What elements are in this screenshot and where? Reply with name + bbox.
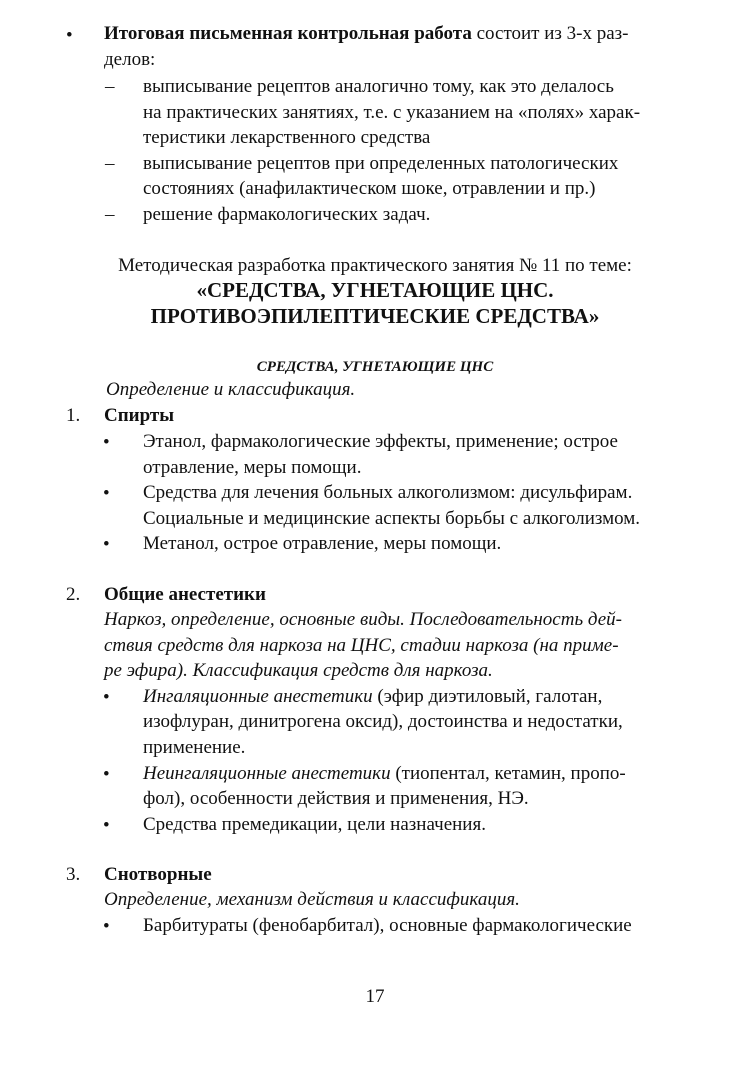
topic1-bullet2-line1: Средства для лечения больных алкоголизмом: дисульфирам. [143,482,633,503]
intro-line-1 [104,22,688,46]
term: Неингаляционные анестетики [143,763,391,784]
bullet: • [103,815,110,836]
section-subtitle: СРЕДСТВА, УГНЕТАЮЩИЕ ЦНС [256,359,494,375]
term-rest: (эфир диэтиловый, галотан, [372,686,603,707]
bullet: • [103,432,110,453]
term: Ингаляционные анестетики [143,686,373,707]
intro-item-1-line-2: на практических занятиях, т.е. с указанием на «полях» харак- [143,102,641,123]
lesson-heading: Методическая разработка практического занятия № 11 по теме: [118,255,632,276]
intro-rest: состоит из 3-х раз- [471,23,629,44]
topic3-bullet1-line1: Барбитураты (фенобарбитал), основные фармакологические [143,915,632,936]
bullet: • [103,916,110,937]
page-number: 17 [365,986,385,1007]
bullet: • [103,764,110,785]
topic2-bullet3-line1: Средства премедикации, цели назначения. [143,814,486,835]
topic-number: 2. [66,584,81,605]
topic-number: 3. [66,864,81,885]
lesson-title-1: «СРЕДСТВА, УГНЕТАЮЩИЕ ЦНС. [196,278,554,302]
lesson-title-2: ПРОТИВОЭПИЛЕПТИЧЕСКИЕ СРЕДСТВА» [150,304,600,328]
topic-number: 1. [66,405,81,426]
topic2-intro-line3: ре эфира). Классификация средств для наркоза. [104,660,493,681]
section-definition: Определение и классификация. [106,379,356,400]
topic-title: Спирты [104,405,175,426]
topic2-bullet1-line3: применение. [143,737,246,758]
topic1-bullet1-line1: Этанол, фармакологические эффекты, применение; острое [143,431,618,452]
topic2-bullet1-line2: изофлуран, динитрогена оксид), достоинства и недостатки, [143,711,623,732]
topic3-intro: Определение, механизм действия и классификация. [104,889,520,910]
topic2-intro-line1: Наркоз, определение, основные виды. Последовательность дей- [104,609,622,630]
intro-item-3-line-1: решение фармакологических задач. [143,204,431,225]
intro-bold-lead: Итоговая письменная контрольная работа [104,23,472,44]
term-rest: (тиопентал, кетамин, пропо- [390,763,626,784]
intro-item-2-line-1: выписывание рецептов при определенных патологических [143,153,619,174]
topic1-bullet1-line2: отравление, меры помощи. [143,457,362,478]
dash: – [105,204,115,225]
topic2-intro-line2: ствия средств для наркоза на ЦНС, стадии наркоза (на приме- [104,635,619,656]
topic2-bullet2-line2: фол), особенности действия и применения, НЭ. [143,788,529,809]
intro-item-1-line-1: выписывание рецептов аналогично тому, как это делалось [143,76,614,97]
topic1-bullet3-line1: Метанол, острое отравление, меры помощи. [143,533,502,554]
bullet: • [103,534,110,555]
topic-title: Снотворные [104,864,212,885]
topic2-bullet2-line1 [143,762,626,786]
dash: – [105,76,115,97]
intro-line-2: делов: [104,49,156,70]
topic1-bullet2-line2: Социальные и медицинские аспекты борьбы с алкоголизмом. [143,508,641,529]
topic2-bullet1-line1 [143,685,602,709]
bullet: • [66,25,73,46]
topic-title: Общие анестетики [104,584,266,605]
bullet: • [103,483,110,504]
intro-item-2-line-2: состояниях (анафилактическом шоке, отравлении и пр.) [143,178,596,199]
bullet: • [103,687,110,708]
intro-item-1-line-3: теристики лекарственного средства [143,127,431,148]
dash: – [105,153,115,174]
